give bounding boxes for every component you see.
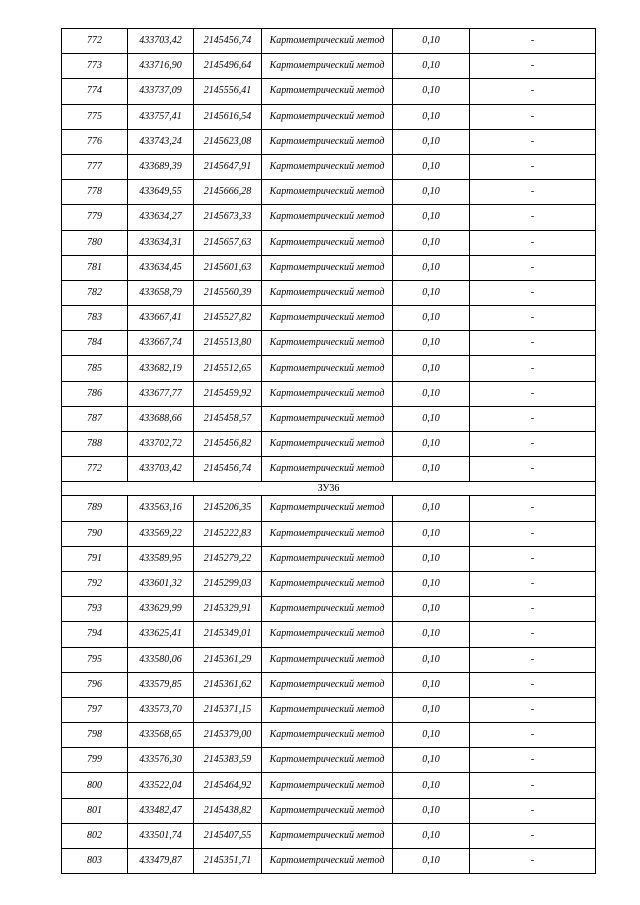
point-number-cell: 772: [62, 29, 128, 54]
note-cell: -: [470, 331, 596, 356]
accuracy-cell: 0,10: [393, 773, 470, 798]
method-cell: Картометрический метод: [262, 823, 393, 848]
point-number-cell: 800: [62, 773, 128, 798]
y-coordinate-cell: 2145407,55: [194, 823, 262, 848]
point-number-cell: 786: [62, 381, 128, 406]
point-number-cell: 791: [62, 546, 128, 571]
accuracy-cell: 0,10: [393, 571, 470, 596]
note-cell: -: [470, 180, 596, 205]
x-coordinate-cell: 433625,41: [128, 622, 194, 647]
y-coordinate-cell: 2145383,59: [194, 748, 262, 773]
note-cell: -: [470, 406, 596, 431]
table-row: [62, 306, 596, 331]
point-number-cell: 773: [62, 54, 128, 79]
note-cell: -: [470, 432, 596, 457]
accuracy-cell: 0,10: [393, 647, 470, 672]
accuracy-cell: 0,10: [393, 723, 470, 748]
method-cell: Картометрический метод: [262, 79, 393, 104]
y-coordinate-cell: 2145623,08: [194, 129, 262, 154]
accuracy-cell: 0,10: [393, 79, 470, 104]
accuracy-cell: 0,10: [393, 496, 470, 521]
table-row: [62, 180, 596, 205]
accuracy-cell: 0,10: [393, 255, 470, 280]
method-cell: Картометрический метод: [262, 154, 393, 179]
method-cell: Картометрический метод: [262, 432, 393, 457]
method-cell: Картометрический метод: [262, 280, 393, 305]
table-row: [62, 331, 596, 356]
table-row: [62, 622, 596, 647]
y-coordinate-cell: 2145556,41: [194, 79, 262, 104]
x-coordinate-cell: 433601,32: [128, 571, 194, 596]
method-cell: Картометрический метод: [262, 255, 393, 280]
method-cell: Картометрический метод: [262, 104, 393, 129]
table-row: [62, 104, 596, 129]
method-cell: Картометрический метод: [262, 571, 393, 596]
table-row: [62, 432, 596, 457]
y-coordinate-cell: 2145657,63: [194, 230, 262, 255]
point-number-cell: 782: [62, 280, 128, 305]
accuracy-cell: 0,10: [393, 356, 470, 381]
y-coordinate-cell: 2145371,15: [194, 697, 262, 722]
y-coordinate-cell: 2145666,28: [194, 180, 262, 205]
x-coordinate-cell: 433629,99: [128, 597, 194, 622]
accuracy-cell: 0,10: [393, 104, 470, 129]
point-number-cell: 788: [62, 432, 128, 457]
table-row: [62, 129, 596, 154]
y-coordinate-cell: 2145438,82: [194, 798, 262, 823]
table-row: [62, 672, 596, 697]
x-coordinate-cell: 433479,87: [128, 849, 194, 874]
point-number-cell: 774: [62, 79, 128, 104]
accuracy-cell: 0,10: [393, 457, 470, 482]
note-cell: -: [470, 773, 596, 798]
table-row: [62, 205, 596, 230]
note-cell: -: [470, 230, 596, 255]
note-cell: -: [470, 697, 596, 722]
point-number-cell: 776: [62, 129, 128, 154]
x-coordinate-cell: 433688,66: [128, 406, 194, 431]
point-number-cell: 798: [62, 723, 128, 748]
y-coordinate-cell: 2145458,57: [194, 406, 262, 431]
table-row: [62, 29, 596, 54]
note-cell: -: [470, 306, 596, 331]
table-row: [62, 521, 596, 546]
method-cell: Картометрический метод: [262, 723, 393, 748]
note-cell: -: [470, 798, 596, 823]
x-coordinate-cell: 433634,31: [128, 230, 194, 255]
table-row: [62, 356, 596, 381]
table-row: [62, 406, 596, 431]
table-row: [62, 773, 596, 798]
y-coordinate-cell: 2145351,71: [194, 849, 262, 874]
section-header-row: [62, 482, 596, 496]
note-cell: -: [470, 129, 596, 154]
accuracy-cell: 0,10: [393, 849, 470, 874]
x-coordinate-cell: 433677,77: [128, 381, 194, 406]
method-cell: Картометрический метод: [262, 546, 393, 571]
x-coordinate-cell: 433667,41: [128, 306, 194, 331]
accuracy-cell: 0,10: [393, 29, 470, 54]
y-coordinate-cell: 2145279,22: [194, 546, 262, 571]
x-coordinate-cell: 433568,65: [128, 723, 194, 748]
accuracy-cell: 0,10: [393, 406, 470, 431]
accuracy-cell: 0,10: [393, 280, 470, 305]
x-coordinate-cell: 433482,47: [128, 798, 194, 823]
x-coordinate-cell: 433569,22: [128, 521, 194, 546]
accuracy-cell: 0,10: [393, 129, 470, 154]
y-coordinate-cell: 2145459,92: [194, 381, 262, 406]
note-cell: -: [470, 29, 596, 54]
note-cell: -: [470, 280, 596, 305]
point-number-cell: 799: [62, 748, 128, 773]
note-cell: -: [470, 849, 596, 874]
method-cell: Картометрический метод: [262, 29, 393, 54]
x-coordinate-cell: 433658,79: [128, 280, 194, 305]
x-coordinate-cell: 433579,85: [128, 672, 194, 697]
y-coordinate-cell: 2145456,74: [194, 29, 262, 54]
method-cell: Картометрический метод: [262, 798, 393, 823]
point-number-cell: 777: [62, 154, 128, 179]
accuracy-cell: 0,10: [393, 432, 470, 457]
method-cell: Картометрический метод: [262, 306, 393, 331]
accuracy-cell: 0,10: [393, 748, 470, 773]
y-coordinate-cell: 2145647,91: [194, 154, 262, 179]
point-number-cell: 780: [62, 230, 128, 255]
point-number-cell: 779: [62, 205, 128, 230]
note-cell: -: [470, 823, 596, 848]
y-coordinate-cell: 2145379,00: [194, 723, 262, 748]
note-cell: -: [470, 521, 596, 546]
x-coordinate-cell: 433667,74: [128, 331, 194, 356]
y-coordinate-cell: 2145616,54: [194, 104, 262, 129]
point-number-cell: 794: [62, 622, 128, 647]
note-cell: -: [470, 54, 596, 79]
method-cell: Картометрический метод: [262, 849, 393, 874]
accuracy-cell: 0,10: [393, 205, 470, 230]
accuracy-cell: 0,10: [393, 546, 470, 571]
method-cell: Картометрический метод: [262, 496, 393, 521]
y-coordinate-cell: 2145456,74: [194, 457, 262, 482]
table-row: [62, 571, 596, 596]
accuracy-cell: 0,10: [393, 306, 470, 331]
note-cell: -: [470, 571, 596, 596]
point-number-cell: 790: [62, 521, 128, 546]
y-coordinate-cell: 2145673,33: [194, 205, 262, 230]
accuracy-cell: 0,10: [393, 697, 470, 722]
point-number-cell: 778: [62, 180, 128, 205]
note-cell: -: [470, 647, 596, 672]
table-row: [62, 79, 596, 104]
method-cell: Картометрический метод: [262, 521, 393, 546]
point-number-cell: 787: [62, 406, 128, 431]
x-coordinate-cell: 433589,95: [128, 546, 194, 571]
y-coordinate-cell: 2145361,62: [194, 672, 262, 697]
table-row: [62, 723, 596, 748]
x-coordinate-cell: 433757,41: [128, 104, 194, 129]
x-coordinate-cell: 433689,39: [128, 154, 194, 179]
coordinates-table: [61, 28, 596, 874]
y-coordinate-cell: 2145222,83: [194, 521, 262, 546]
method-cell: Картометрический метод: [262, 672, 393, 697]
table-row: [62, 54, 596, 79]
x-coordinate-cell: 433649,55: [128, 180, 194, 205]
y-coordinate-cell: 2145560,39: [194, 280, 262, 305]
point-number-cell: 785: [62, 356, 128, 381]
point-number-cell: 802: [62, 823, 128, 848]
y-coordinate-cell: 2145464,92: [194, 773, 262, 798]
x-coordinate-cell: 433703,42: [128, 29, 194, 54]
accuracy-cell: 0,10: [393, 381, 470, 406]
method-cell: Картометрический метод: [262, 457, 393, 482]
y-coordinate-cell: 2145329,91: [194, 597, 262, 622]
x-coordinate-cell: 433576,30: [128, 748, 194, 773]
y-coordinate-cell: 2145206,35: [194, 496, 262, 521]
accuracy-cell: 0,10: [393, 54, 470, 79]
note-cell: -: [470, 381, 596, 406]
point-number-cell: 795: [62, 647, 128, 672]
method-cell: Картометрический метод: [262, 773, 393, 798]
table-row: [62, 849, 596, 874]
table-row: [62, 457, 596, 482]
note-cell: -: [470, 79, 596, 104]
point-number-cell: 783: [62, 306, 128, 331]
method-cell: Картометрический метод: [262, 597, 393, 622]
point-number-cell: 797: [62, 697, 128, 722]
table-row: [62, 381, 596, 406]
table-row: [62, 255, 596, 280]
method-cell: Картометрический метод: [262, 331, 393, 356]
accuracy-cell: 0,10: [393, 331, 470, 356]
table-row: [62, 546, 596, 571]
coordinates-table-body: [62, 29, 596, 874]
method-cell: Картометрический метод: [262, 54, 393, 79]
accuracy-cell: 0,10: [393, 597, 470, 622]
y-coordinate-cell: 2145349,01: [194, 622, 262, 647]
accuracy-cell: 0,10: [393, 521, 470, 546]
method-cell: Картометрический метод: [262, 748, 393, 773]
note-cell: -: [470, 457, 596, 482]
x-coordinate-cell: 433522,04: [128, 773, 194, 798]
x-coordinate-cell: 433702,72: [128, 432, 194, 457]
method-cell: Картометрический метод: [262, 129, 393, 154]
method-cell: Картометрический метод: [262, 381, 393, 406]
note-cell: -: [470, 205, 596, 230]
x-coordinate-cell: 433580,06: [128, 647, 194, 672]
x-coordinate-cell: 433563,16: [128, 496, 194, 521]
note-cell: -: [470, 597, 596, 622]
note-cell: -: [470, 748, 596, 773]
point-number-cell: 772: [62, 457, 128, 482]
x-coordinate-cell: 433573,70: [128, 697, 194, 722]
table-row: [62, 280, 596, 305]
x-coordinate-cell: 433634,45: [128, 255, 194, 280]
point-number-cell: 775: [62, 104, 128, 129]
note-cell: -: [470, 546, 596, 571]
point-number-cell: 792: [62, 571, 128, 596]
method-cell: Картометрический метод: [262, 647, 393, 672]
table-row: [62, 647, 596, 672]
accuracy-cell: 0,10: [393, 180, 470, 205]
note-cell: -: [470, 356, 596, 381]
x-coordinate-cell: 433743,24: [128, 129, 194, 154]
table-row: [62, 798, 596, 823]
note-cell: -: [470, 154, 596, 179]
table-row: [62, 697, 596, 722]
x-coordinate-cell: 433716,90: [128, 54, 194, 79]
method-cell: Картометрический метод: [262, 406, 393, 431]
table-row: [62, 496, 596, 521]
section-title: ЗУ36: [62, 482, 596, 496]
y-coordinate-cell: 2145456,82: [194, 432, 262, 457]
note-cell: -: [470, 255, 596, 280]
accuracy-cell: 0,10: [393, 230, 470, 255]
accuracy-cell: 0,10: [393, 154, 470, 179]
y-coordinate-cell: 2145512,65: [194, 356, 262, 381]
accuracy-cell: 0,10: [393, 672, 470, 697]
accuracy-cell: 0,10: [393, 823, 470, 848]
method-cell: Картометрический метод: [262, 230, 393, 255]
table-row: [62, 154, 596, 179]
point-number-cell: 789: [62, 496, 128, 521]
x-coordinate-cell: 433634,27: [128, 205, 194, 230]
y-coordinate-cell: 2145527,82: [194, 306, 262, 331]
method-cell: Картометрический метод: [262, 356, 393, 381]
method-cell: Картометрический метод: [262, 205, 393, 230]
method-cell: Картометрический метод: [262, 697, 393, 722]
x-coordinate-cell: 433737,09: [128, 79, 194, 104]
note-cell: -: [470, 672, 596, 697]
y-coordinate-cell: 2145496,64: [194, 54, 262, 79]
table-row: [62, 748, 596, 773]
x-coordinate-cell: 433703,42: [128, 457, 194, 482]
method-cell: Картометрический метод: [262, 622, 393, 647]
point-number-cell: 796: [62, 672, 128, 697]
y-coordinate-cell: 2145513,80: [194, 331, 262, 356]
x-coordinate-cell: 433682,19: [128, 356, 194, 381]
table-row: [62, 597, 596, 622]
y-coordinate-cell: 2145361,29: [194, 647, 262, 672]
x-coordinate-cell: 433501,74: [128, 823, 194, 848]
point-number-cell: 801: [62, 798, 128, 823]
point-number-cell: 784: [62, 331, 128, 356]
method-cell: Картометрический метод: [262, 180, 393, 205]
table-row: [62, 230, 596, 255]
table-row: [62, 823, 596, 848]
note-cell: -: [470, 104, 596, 129]
note-cell: -: [470, 723, 596, 748]
note-cell: -: [470, 622, 596, 647]
accuracy-cell: 0,10: [393, 622, 470, 647]
y-coordinate-cell: 2145299,03: [194, 571, 262, 596]
point-number-cell: 803: [62, 849, 128, 874]
point-number-cell: 781: [62, 255, 128, 280]
accuracy-cell: 0,10: [393, 798, 470, 823]
y-coordinate-cell: 2145601,63: [194, 255, 262, 280]
point-number-cell: 793: [62, 597, 128, 622]
note-cell: -: [470, 496, 596, 521]
